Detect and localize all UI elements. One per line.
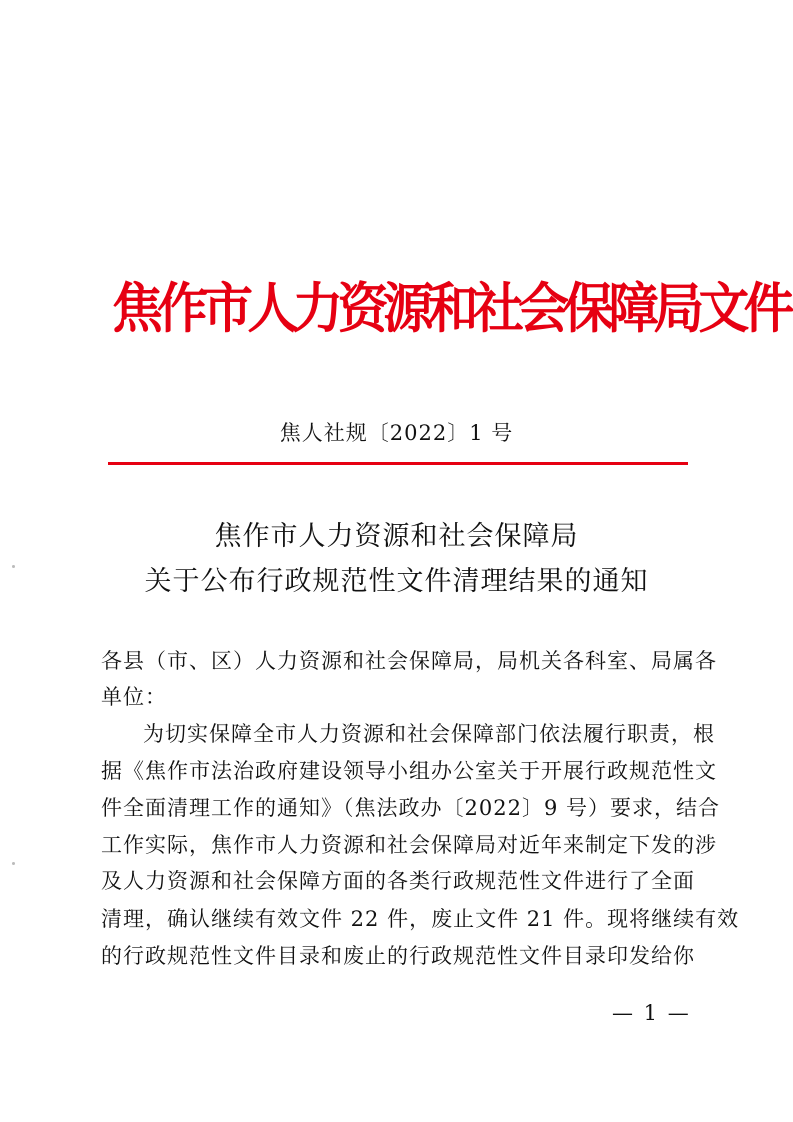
body-line-4: 据《焦作市法治政府建设领导小组办公室关于开展行政规范性文 [101,759,717,783]
body-line-2: 单位： [101,685,167,709]
body-line-1: 各县（市、区）人力资源和社会保障局，局机关各科室、局属各 [101,649,717,673]
body-line-7: 及人力资源和社会保障方面的各类行政规范性文件进行了全面 [101,869,695,893]
document-number: 焦人社规〔2022〕1 号 [279,421,514,445]
notice-title-line2: 关于公布行政规范性文件清理结果的通知 [144,566,649,597]
notice-title-line1: 焦作市人力资源和社会保障局 [214,521,579,552]
page-number: — 1 — [612,1001,691,1025]
body-line-6: 工作实际，焦作市人力资源和社会保障局对近年来制定下发的涉 [101,833,717,857]
red-divider [108,462,688,465]
scan-speck [12,565,15,568]
scan-speck [12,862,15,865]
issuer-title: 焦作市人力资源和社会保障局文件 [112,277,789,340]
body-line-8: 清理，确认继续有效文件 22 件，废止文件 21 件。现将继续有效 [101,907,740,931]
body-line-9: 的行政规范性文件目录和废止的行政规范性文件目录印发给你 [101,944,695,968]
body-line-3: 为切实保障全市人力资源和社会保障部门依法履行职责，根 [143,722,715,746]
body-line-5: 件全面清理工作的通知》（焦法政办〔2022〕9 号）要求，结合 [101,796,720,820]
